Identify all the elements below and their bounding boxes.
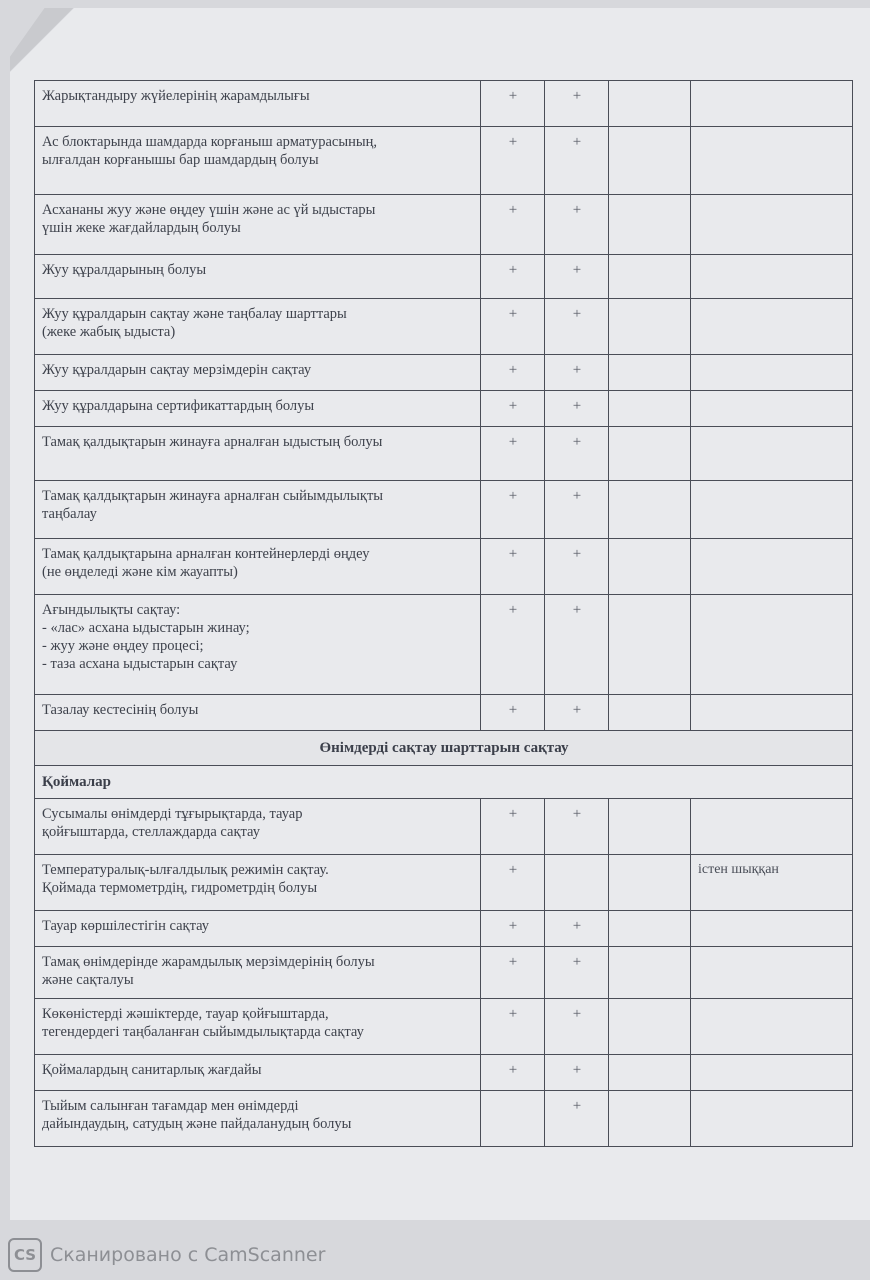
criterion-text [35,255,481,299]
criterion-line: Жуу құралдарын сақтау және таңбалау шарттары [42,306,347,322]
mark-cell-b: + [545,911,609,947]
mark-cell-a: + [481,595,545,695]
mark-cell-b: + [545,799,609,855]
camscanner-footer [8,1237,325,1273]
mark-cell-b: + [545,255,609,299]
table-section [35,731,853,799]
criterion-text [35,911,481,947]
mark-cell-c [609,1055,691,1091]
mark-cell-c [609,855,691,911]
criterion-text [35,595,481,695]
criterion-line: Қоймалардың санитарлық жағдайы [42,1062,262,1078]
criterion-line: Жарықтандыру жүйелерінің жарамдылығы [42,88,310,104]
mark-cell-b [545,855,609,911]
note-cell [691,947,853,999]
table-row [35,799,853,855]
mark-cell-b: + [545,127,609,195]
criterion-line: (жеке жабық ыдыста) [42,324,176,340]
mark-cell-a: + [481,481,545,539]
section-row [35,731,853,766]
table-row [35,595,853,695]
criterion-line: және сақталуы [42,972,134,988]
mark-cell-a: + [481,195,545,255]
criterion-line: Тамақ қалдықтарын жинауға арналған ыдыстың болуы [42,434,383,450]
subsection-title: Қоймалар [35,766,853,799]
folded-corner [10,8,80,78]
table-row [35,195,853,255]
criterion-text [35,299,481,355]
mark-cell-a: + [481,539,545,595]
criterion-line: таңбалау [42,506,97,522]
mark-cell-c [609,299,691,355]
mark-cell-a: + [481,695,545,731]
criterion-line: Тамақ қалдықтарын жинауға арналған сыйымдылықты [42,488,384,504]
note-cell [691,911,853,947]
mark-cell-a: + [481,999,545,1055]
table-row [35,539,853,595]
note-cell [691,695,853,731]
mark-cell-b: + [545,1055,609,1091]
criterion-line: Температуралық-ылғалдылық режимін сақтау. [42,862,329,878]
table-row [35,299,853,355]
note-cell [691,1055,853,1091]
table-row [35,81,853,127]
mark-cell-a: + [481,911,545,947]
criterion-line: - «лас» асхана ыдыстарын жинау; [42,620,250,636]
note-cell [691,391,853,427]
criterion-line: Ағындылықты сақтау: [42,602,181,618]
note-cell [691,127,853,195]
criterion-line: Жуу құралдарының болуы [42,262,207,278]
mark-cell-a: + [481,855,545,911]
mark-cell-a: + [481,391,545,427]
criterion-line: - жуу және өңдеу процесі; [42,638,204,654]
criterion-line: тегендердегі таңбаланған сыйымдылықтарда сақтау [42,1024,364,1040]
criterion-line: Жуу құралдарына сертификаттардың болуы [42,398,315,414]
mark-cell-a: + [481,427,545,481]
note-cell [691,799,853,855]
mark-cell-c [609,947,691,999]
note-cell [691,539,853,595]
subsection-row [35,766,853,799]
criterion-text [35,81,481,127]
criterion-line: дайындаудың, сатудың және пайдаланудың болуы [42,1116,352,1132]
mark-cell-c [609,539,691,595]
criterion-text [35,427,481,481]
table-row [35,999,853,1055]
criterion-text [35,695,481,731]
criterion-line: ылғалдан корғанышы бар шамдардың болуы [42,152,319,168]
table-row [35,391,853,427]
mark-cell-c [609,799,691,855]
criterion-text [35,855,481,911]
criterion-text [35,1055,481,1091]
mark-cell-a: + [481,355,545,391]
mark-cell-a: + [481,1055,545,1091]
criterion-line: Қоймада термометрдің, гидрометрдің болуы [42,880,318,896]
mark-cell-c [609,481,691,539]
criterion-line: Тазалау кестесінің болуы [42,702,199,718]
note-cell [691,255,853,299]
mark-cell-c [609,127,691,195]
mark-cell-a: + [481,255,545,299]
checklist-table [34,80,853,1147]
criterion-line: Ас блоктарында шамдарда корғаныш арматурасының, [42,134,377,150]
note-cell [691,481,853,539]
criterion-line: үшін жеке жағдайлардың болуы [42,220,241,236]
mark-cell-b: + [545,481,609,539]
mark-cell-c [609,695,691,731]
mark-cell-b: + [545,999,609,1055]
criterion-text [35,539,481,595]
mark-cell-a: + [481,799,545,855]
mark-cell-c [609,355,691,391]
mark-cell-a: + [481,947,545,999]
table-row [35,127,853,195]
note-cell [691,427,853,481]
criterion-line: (не өңделеді және кім жауапты) [42,564,238,580]
criterion-line: Асхананы жуу және өңдеу үшін және ас үй ыдыстары [42,202,376,218]
criterion-text [35,947,481,999]
mark-cell-c [609,911,691,947]
mark-cell-a [481,1091,545,1147]
note-cell [691,355,853,391]
table-row [35,855,853,911]
table-row [35,1091,853,1147]
mark-cell-c [609,595,691,695]
criterion-line: Тыйым салынған тағамдар мен өнімдерді [42,1098,299,1114]
mark-cell-b: + [545,391,609,427]
camscanner-logo-icon: CS [8,1238,42,1272]
criterion-text [35,1091,481,1147]
table-row [35,695,853,731]
criterion-text [35,127,481,195]
note-cell: істен шыққан [691,855,853,911]
table-row [35,255,853,299]
mark-cell-b: + [545,299,609,355]
note-cell [691,999,853,1055]
criterion-text [35,481,481,539]
table-row [35,1055,853,1091]
mark-cell-c [609,427,691,481]
mark-cell-b: + [545,539,609,595]
criterion-text [35,999,481,1055]
mark-cell-c [609,195,691,255]
criterion-line: - таза асхана ыдыстарын сақтау [42,656,238,672]
criterion-line: Жуу құралдарын сақтау мерзімдерін сақтау [42,362,312,378]
note-cell [691,81,853,127]
mark-cell-b: + [545,355,609,391]
criterion-line: Көкөністерді жәшіктерде, тауар қойғыштарда, [42,1006,329,1022]
mark-cell-b: + [545,81,609,127]
criterion-line: Тамақ өнімдерінде жарамдылық мерзімдерінің болуы [42,954,375,970]
mark-cell-c [609,81,691,127]
note-cell [691,195,853,255]
mark-cell-b: + [545,195,609,255]
table-row [35,481,853,539]
table-row [35,947,853,999]
mark-cell-a: + [481,127,545,195]
criterion-line: Тауар көршілестігін сақтау [42,918,210,934]
table-row [35,911,853,947]
mark-cell-b: + [545,695,609,731]
section-title: Өнімдерді сақтау шарттарын сақтау [35,731,853,766]
criterion-text [35,391,481,427]
table-body-top [35,81,853,731]
mark-cell-c [609,255,691,299]
mark-cell-b: + [545,1091,609,1147]
note-cell [691,1091,853,1147]
mark-cell-b: + [545,427,609,481]
note-cell [691,299,853,355]
table-row [35,355,853,391]
criterion-line: Тамақ қалдықтарына арналған контейнерлерді өңдеу [42,546,370,562]
criterion-text [35,195,481,255]
table-row [35,427,853,481]
mark-cell-b: + [545,947,609,999]
criterion-text [35,355,481,391]
camscanner-text: Сканировано с CamScanner [50,1244,326,1266]
criterion-line: Сусымалы өнімдерді тұғырықтарда, тауар [42,806,303,822]
note-cell [691,595,853,695]
mark-cell-c [609,1091,691,1147]
criterion-line: қойғыштарда, стеллаждарда сақтау [42,824,260,840]
mark-cell-b: + [545,595,609,695]
mark-cell-a: + [481,299,545,355]
criterion-text [35,799,481,855]
mark-cell-c [609,391,691,427]
table-body-bottom [35,799,853,1147]
mark-cell-a: + [481,81,545,127]
mark-cell-c [609,999,691,1055]
